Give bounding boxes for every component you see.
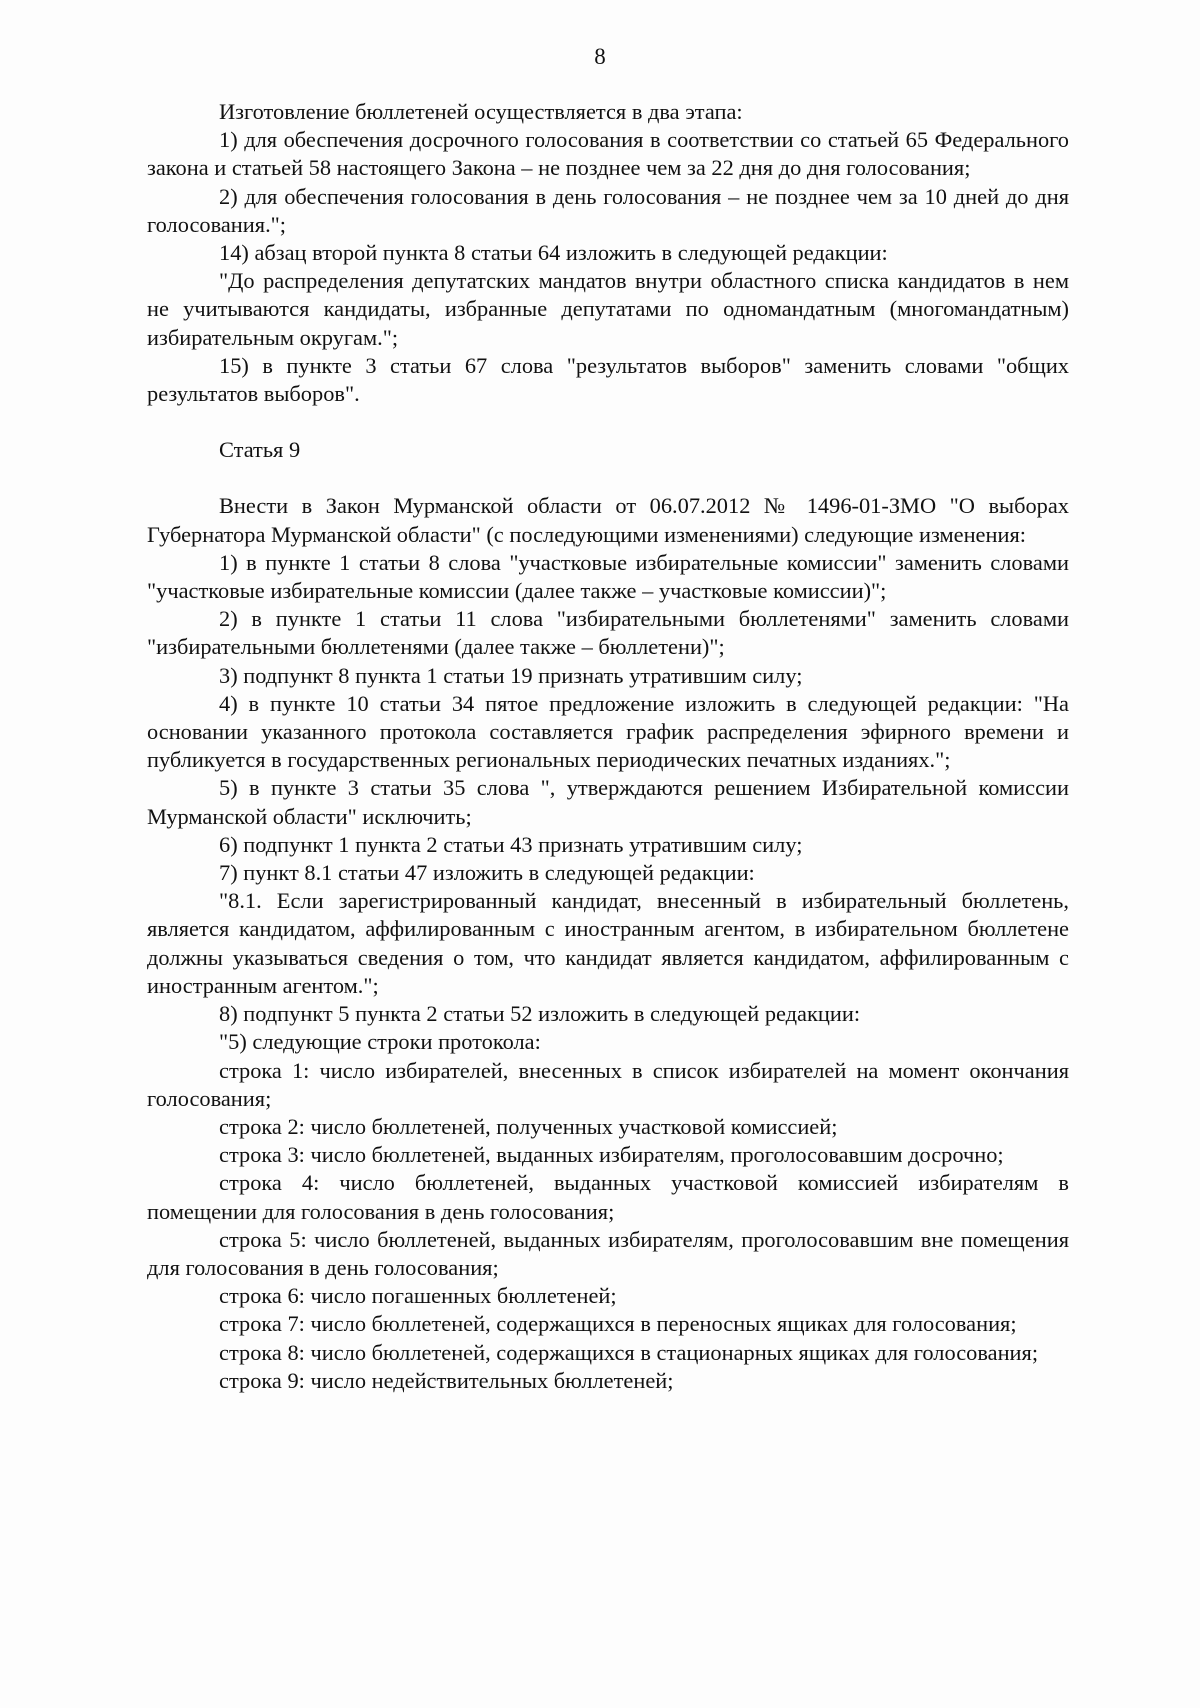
paragraph: строка 9: число недействительных бюллетеней; [219, 1367, 674, 1393]
paragraph: 3) подпункт 8 пункта 1 статьи 19 признать утратившим силу; [219, 662, 803, 688]
paragraph: "До распределения депутатских мандатов внутри областного списка кандидатов в нем не учитываются кандидаты, избранные депутатами по одномандатным (многомандатным) избирательным округам."; [147, 268, 1069, 350]
page-number: 8 [594, 44, 606, 69]
paragraph: 1) для обеспечения досрочного голосования в соответствии со статьей 65 Федерального закона и статьей 58 настоящего Закона – не позднее чем за 22 дня до дня голосования; [147, 127, 1069, 181]
article-heading: Статья 9 [219, 437, 301, 463]
paragraph: 8) подпункт 5 пункта 2 статьи 52 изложить в следующей редакции: [219, 1001, 861, 1027]
paragraph: 4) в пункте 10 статьи 34 пятое предложение изложить в следующей редакции: "На основании указанного протокола составляется график распределения эфирного времени и публикуется в государственных региональных периодических печатных изданиях."; [147, 690, 1069, 773]
paragraph: 6) подпункт 1 пункта 2 статьи 43 признать утратившим силу; [219, 831, 803, 857]
paragraph: 14) абзац второй пункта 8 статьи 64 изложить в следующей редакции: [219, 240, 888, 266]
spacer [147, 408, 1069, 436]
paragraph: 1) в пункте 1 статьи 8 слова "участковые избирательные комиссии" заменить словами "участковые избирательные комиссии (далее также – участковые комиссии)"; [147, 549, 1069, 604]
document-body [147, 98, 1069, 1395]
paragraph: строка 5: число бюллетеней, выданных избирателям, проголосовавшим вне помещения для голосования в день голосования; [147, 1226, 1069, 1280]
paragraph: 2) в пункте 1 статьи 11 слова "избирательными бюллетенями" заменить словами "избирательными бюллетенями (далее также – бюллетени)"; [147, 606, 1069, 660]
paragraph: 2) для обеспечения голосования в день голосования – не позднее чем за 10 дней до дня голосования."; [147, 183, 1069, 237]
paragraph: строка 7: число бюллетеней, содержащихся в переносных ящиках для голосования; [219, 1311, 1017, 1337]
paragraph: строка 8: число бюллетеней, содержащихся в стационарных ящиках для голосования; [219, 1339, 1039, 1365]
paragraph: "5) следующие строки протокола: [219, 1029, 541, 1055]
paragraph: строка 6: число погашенных бюллетеней; [219, 1283, 617, 1309]
paragraph: строка 3: число бюллетеней, выданных избирателям, проголосовавшим досрочно; [219, 1142, 1004, 1168]
paragraph: Внести в Закон Мурманской области от 06.07.2012 № 1496-01-ЗМО "О выборах Губернатора Мурманской области" (с последующими изменениями) следующие изменения: [147, 493, 1069, 547]
paragraph: "8.1. Если зарегистрированный кандидат, внесенный в избирательный бюллетень, является кандидатом, аффилированным с иностранным агентом, в избирательном бюллетене должны указываться сведения о том, что кандидат является кандидатом, аффилированным с иностранным агентом."; [147, 888, 1069, 998]
paragraph: 15) в пункте 3 статьи 67 слова "результатов выборов" заменить словами "общих результатов выборов". [147, 352, 1069, 407]
paragraph: Изготовление бюллетеней осуществляется в два этапа: [219, 99, 743, 124]
paragraph: строка 4: число бюллетеней, выданных участковой комиссией избирателям в помещении для голосования в день голосования; [147, 1170, 1069, 1224]
paragraph: строка 2: число бюллетеней, полученных участковой комиссией; [219, 1113, 838, 1139]
paragraph: 5) в пункте 3 статьи 35 слова ", утверждаются решением Избирательной комиссии Мурманской области" исключить; [147, 775, 1069, 829]
paragraph: 7) пункт 8.1 статьи 47 изложить в следующей редакции: [219, 860, 755, 886]
paragraph: строка 1: число избирателей, внесенных в список избирателей на момент окончания голосования; [147, 1057, 1069, 1111]
